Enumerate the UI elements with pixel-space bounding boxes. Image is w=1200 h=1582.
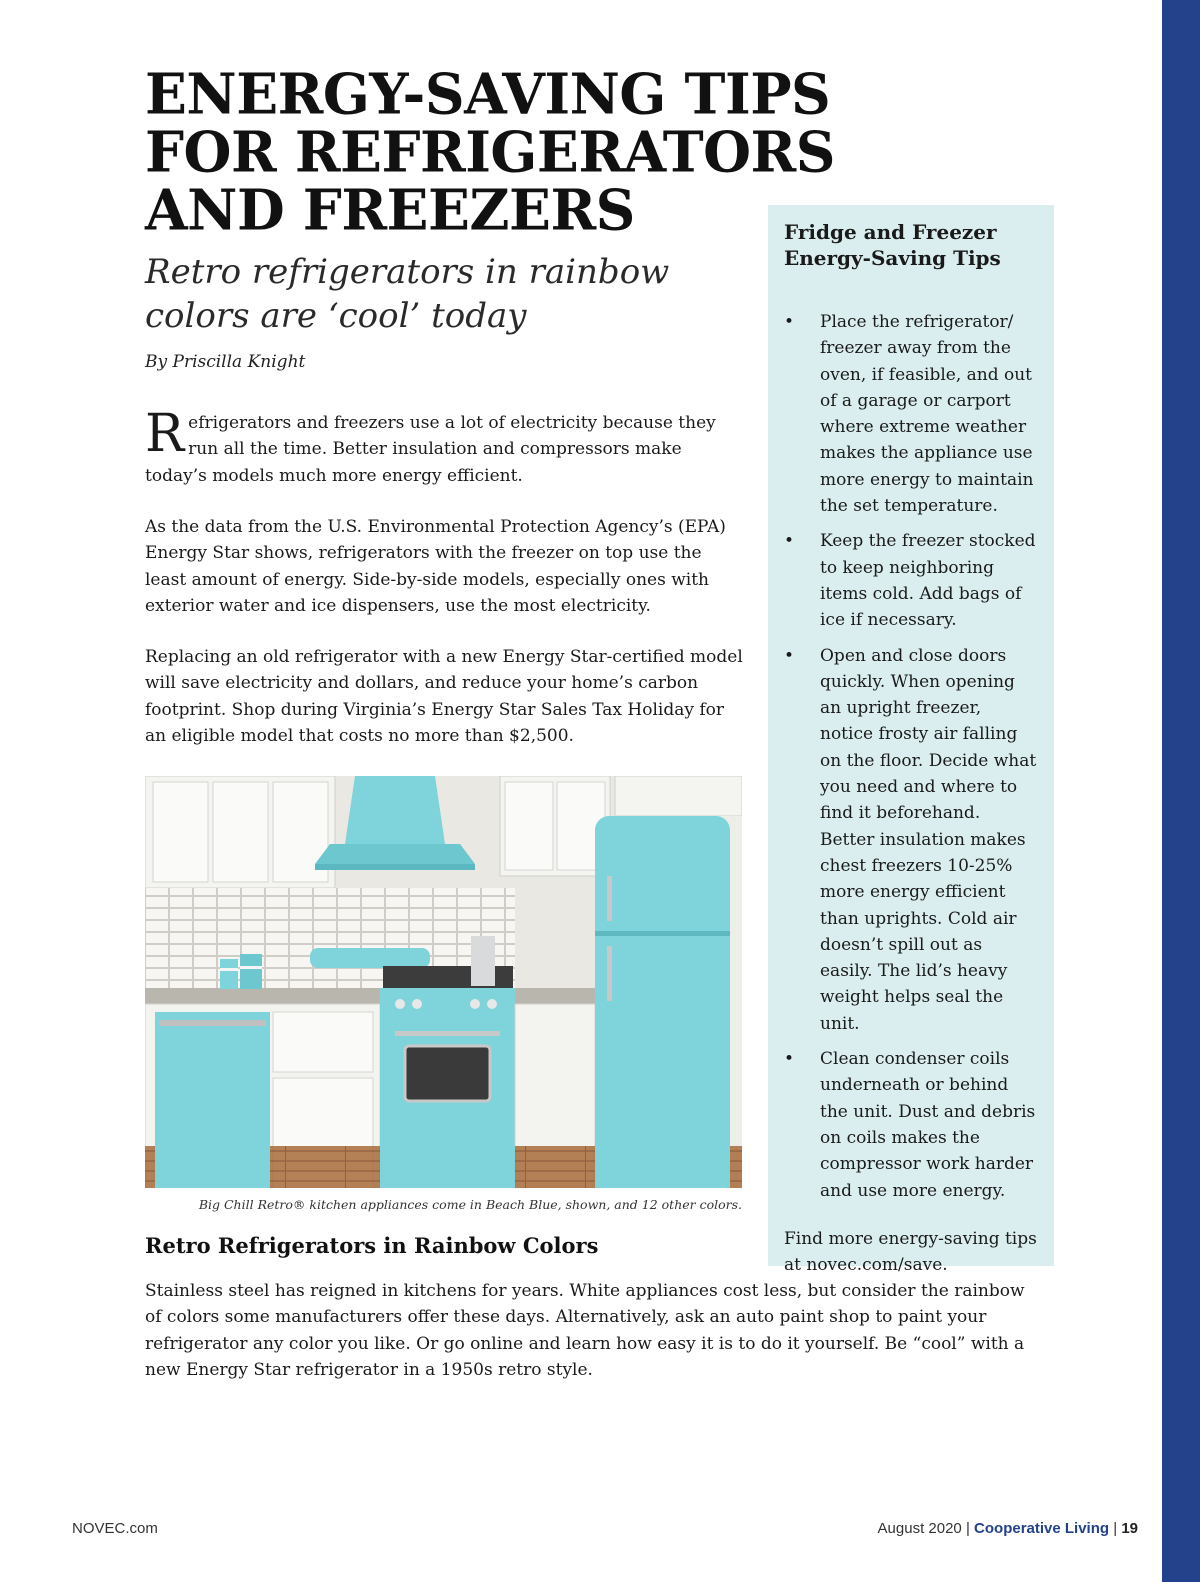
drop-cap: R <box>145 404 185 464</box>
page-edge-color-bar <box>1162 0 1200 1582</box>
sidebar-title: Fridge and Freezer Energy-Saving Tips <box>784 220 1001 270</box>
paragraph-energy-star: As the data from the U.S. Environmental Protection Agency’s (EPA) Energy Star shows, refrigerators with the freezer on top use the least amount of energy. Side-by-side models, especially ones with exterior water and ice dispensers, use the most electricity. <box>145 517 726 616</box>
footer-separator: | <box>1113 1520 1118 1537</box>
bullet: • <box>784 312 795 332</box>
footer-issue <box>878 1520 1138 1537</box>
page-number: 19 <box>1121 1520 1138 1537</box>
photo-caption: Big Chill Retro® kitchen appliances come in Beach Blue, shown, and 12 other colors. <box>198 1197 742 1212</box>
tip-item <box>784 528 1038 633</box>
title-line-2: FOR REFRIGERATORS <box>145 118 835 185</box>
article-title <box>145 60 865 243</box>
footer-date: August 2020 <box>877 1520 962 1537</box>
tip-text: Open and close doors quickly. When opening an upright freezer, notice frosty air falling on the floor. Decide what you need and where to find it beforehand. Better insulation makes chest freezers 10-25% more energy efficient than uprights. Cold air doesn’t spill out as easily. The lid’s heavy weight helps seal the unit. <box>820 645 1037 1034</box>
article-subtitle: Retro refrigerators in rainbow colors are ‘cool’ today <box>145 252 670 336</box>
title-line-3: AND FREEZERS <box>145 176 635 243</box>
footer-separator: | <box>965 1520 970 1537</box>
tip-item <box>784 1046 1038 1204</box>
byline: By Priscilla Knight <box>145 352 306 372</box>
footer-magazine: Cooperative Living <box>974 1520 1110 1537</box>
tip-text: Clean condenser coils underneath or behind the unit. Dust and debris on coils makes the compressor work harder and use more energy. <box>820 1049 1036 1201</box>
sidebar-footer: Find more energy-saving tips at novec.com/save. <box>784 1228 1037 1276</box>
tip-item <box>784 643 1038 1037</box>
kitchen-illustration <box>145 776 742 1188</box>
bullet: • <box>784 645 795 666</box>
kitchen-photo <box>145 776 742 1188</box>
tip-text: Place the refrigerator/ freezer away from the oven, if feasible, and out of a garage or carport where extreme weather makes the appliance use more energy to maintain the set temperature. <box>820 312 1034 517</box>
title-line-1: ENERGY-SAVING TIPS <box>145 60 831 127</box>
paragraph-intro-text: efrigerators and freezers use a lot of electricity because they run all the time. Better insulation and compressors make today’s models much more energy efficient. <box>145 413 716 486</box>
bullet: • <box>784 1049 795 1070</box>
paragraph-intro <box>145 404 745 489</box>
footer-website: NOVEC.com <box>72 1520 158 1537</box>
section-heading: Retro Refrigerators in Rainbow Colors <box>145 1233 599 1258</box>
tip-item <box>784 309 1038 519</box>
paragraph-replacing: Replacing an old refrigerator with a new Energy Star-certified model will save electricity and dollars, and reduce your home’s carbon footprint. Shop during Virginia’s Energy Star Sales Tax Holiday for an eligible model that costs no more than $2,500. <box>145 647 743 746</box>
bullet: • <box>784 531 795 552</box>
paragraph-retro: Stainless steel has reigned in kitchens for years. White appliances cost less, but consider the rainbow of colors some manufacturers offer these days. Alternatively, ask an auto paint shop to paint your refrigerator any color you like. Or go online and learn how easy it is to do it yourself. Be “cool” with a new Energy Star refrigerator in a 1950s retro style. <box>145 1281 1025 1380</box>
tips-list <box>784 309 1038 1204</box>
tips-sidebar <box>768 205 1054 1276</box>
tip-text: Keep the freezer stocked to keep neighboring items cold. Add bags of ice if necessary. <box>820 531 1036 631</box>
